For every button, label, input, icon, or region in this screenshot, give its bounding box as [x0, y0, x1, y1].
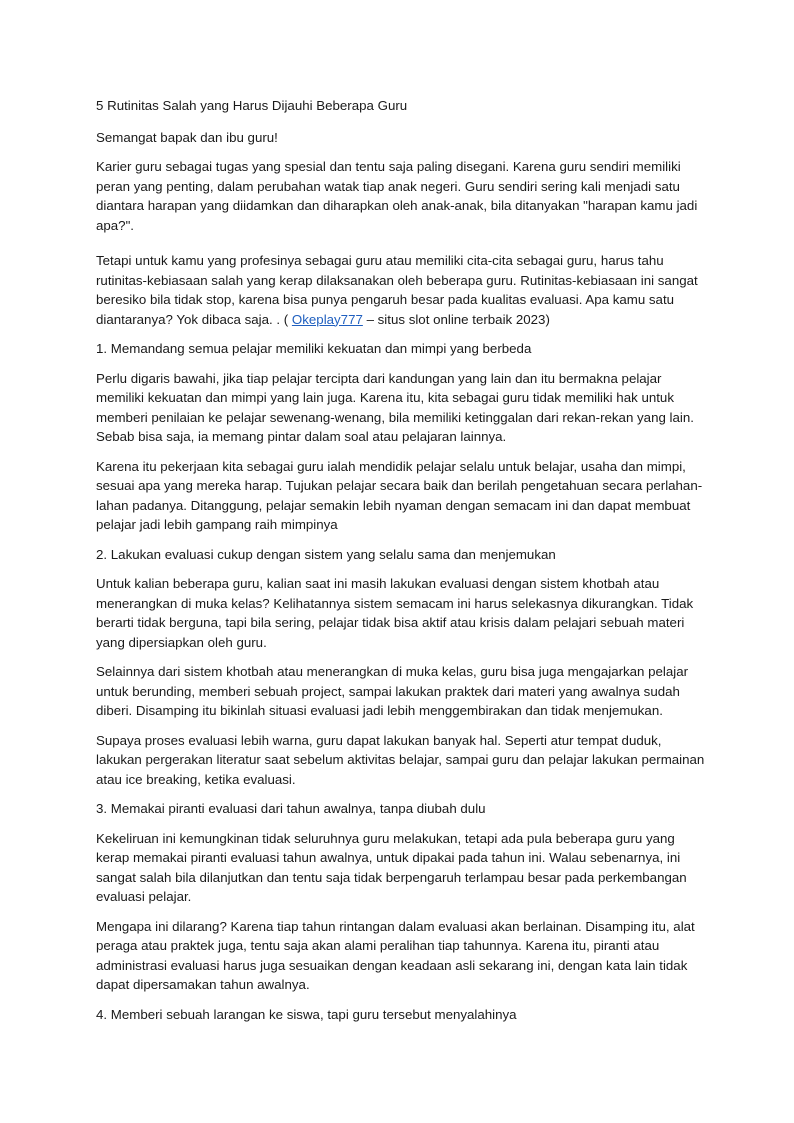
- document-title: 5 Rutinitas Salah yang Harus Dijauhi Beberapa Guru: [96, 98, 408, 113]
- intro-paragraph-2-suffix: – situs slot online terbaik 2023): [362, 311, 550, 327]
- section-1-paragraph-2: Karena itu pekerjaan kita sebagai guru ialah mendidik pelajar selalu untuk belajar, usaha dan mimpi, sesuai apa yang mereka harap. Tujukan pelajar secara baik dan berilah pengetahuan secara perlahan-lahan padanya. Ditanggung, pelajar semakin lebih nyaman dengan semacam ini dan dapat membuat pelajar jadi lebih gampang raih mimpinya: [96, 458, 703, 532]
- okeplay-link[interactable]: Okeplay777: [291, 311, 363, 327]
- section-3-paragraph-1: Kekeliruan ini kemungkinan tidak seluruhnya guru melakukan, tetapi ada pula beberapa guru yang kerap memakai piranti evaluasi tahun awalnya, untuk dipakai pada tahun ini. Walau sebenarnya, ini sangat salah bila dilanjutkan dan tentu saja tidak berpengaruh terlampau besar pada perkembangan evaluasi pelajar.: [96, 830, 687, 904]
- section-2-paragraph-1: Untuk kalian beberapa guru, kalian saat ini masih lakukan evaluasi dengan sistem khotbah atau menerangkan di muka kelas? Kelihatannya sistem semacam ini harus selekasnya dikurangkan. Tidak berarti tidak berguna, tapi bila sering, pelajar tidak bisa aktif atau krisis dalam pelajari sebuah materi yang dipersiapkan oleh guru.: [96, 576, 694, 650]
- intro-paragraph-2-text: Tetapi untuk kamu yang profesinya sebagai guru atau memiliki cita-cita sebagai guru, harus tahu rutinitas-kebiasaan salah yang kerap dilaksanakan oleh beberapa guru. Rutinitas-kebiasaan ini sangat beresiko bila tidak stop, karena bisa punya pengaruh besar pada kualitas evaluasi. Apa kamu satu diantaranya? Yok dibaca saja. . (: [96, 253, 698, 327]
- intro-paragraph-2: [96, 251, 706, 329]
- section-2-heading: 2. Lakukan evaluasi cukup dengan sistem yang selalu sama dan menjemukan: [96, 546, 556, 562]
- section-4-heading: 4. Memberi sebuah larangan ke siswa, tapi guru tersebut menyalahinya: [96, 1006, 517, 1022]
- section-1-paragraph-1: Perlu digaris bawahi, jika tiap pelajar tercipta dari kandungan yang lain dan itu bermakna pelajar memiliki kekuatan dan mimpi yang lain juga. Karena itu, kita sebagai guru tidak memiliki hak untuk memberi penilaian ke pelajar sewenang-wenang, bila memiliki ketinggalan dari rekan-rekan yang lain. Sebab bisa saja, ia memang pintar dalam soal atau pelajaran lainnya.: [96, 370, 694, 444]
- section-3-heading: 3. Memakai piranti evaluasi dari tahun awalnya, tanpa diubah dulu: [96, 801, 486, 816]
- section-2-paragraph-2: Selainnya dari sistem khotbah atau menerangkan di muka kelas, guru bisa juga mengajarkan pelajar untuk berunding, memberi sebuah project, sampai lakukan praktek dari materi yang awalnya sudah diberi. Disamping itu bikinlah situasi evaluasi jadi lebih menggembirakan dan tidak menjemukan.: [96, 664, 689, 718]
- document-page: [96, 96, 706, 1034]
- section-3-paragraph-2: Mengapa ini dilarang? Karena tiap tahun rintangan dalam evaluasi akan berlainan. Disamping itu, alat peraga atau praktek juga, tentu saja akan alami peralihan tiap tahunnya. Karena itu, piranti atau administrasi evaluasi harus juga sesuaikan dengan keadaan asli sekarang ini, dengan kata lain tidak dapat dipersamakan tahun awalnya.: [96, 918, 695, 992]
- greeting: Semangat bapak dan ibu guru!: [96, 129, 278, 145]
- section-2-paragraph-3: Supaya proses evaluasi lebih warna, guru dapat lakukan banyak hal. Seperti atur tempat duduk, lakukan pergerakan literatur saat sebelum aktivitas belajar, sampai guru dan pelajar lakukan permainan atau ice breaking, ketika evaluasi.: [96, 732, 705, 787]
- section-1-heading: 1. Memandang semua pelajar memiliki kekuatan dan mimpi yang berbeda: [96, 341, 532, 356]
- intro-paragraph-1: Karier guru sebagai tugas yang spesial dan tentu saja paling disegani. Karena guru sendiri memiliki peran yang penting, dalam perubahan watak tiap anak negeri. Guru sendiri sering kali menjadi satu diantara harapan yang diidamkan dan diharapkan oleh anak-anak, bila ditanyakan "harapan kamu jadi apa?".: [96, 159, 698, 233]
